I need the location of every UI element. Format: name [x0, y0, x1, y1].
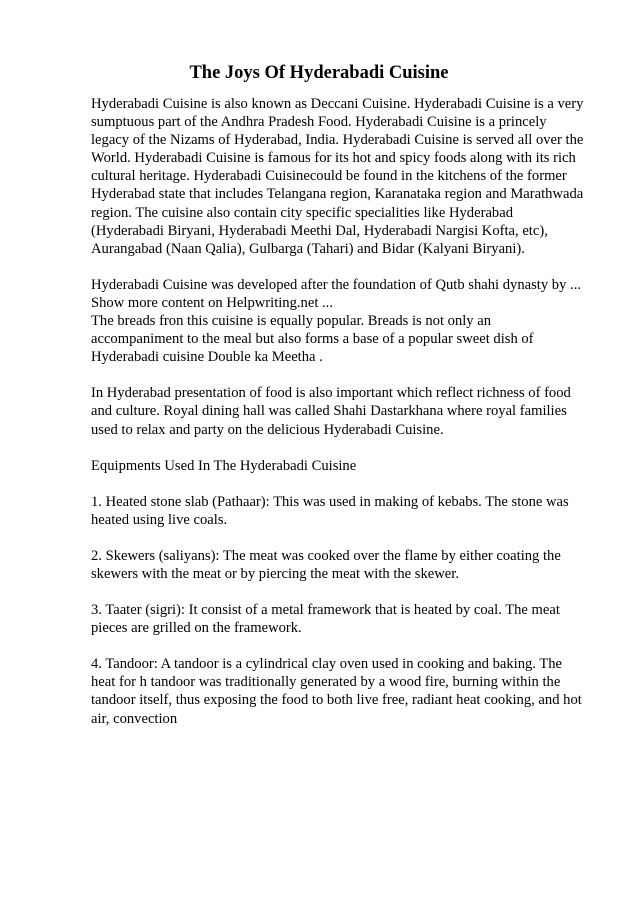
text-line: Equipments Used In The Hyderabadi Cuisine [91, 457, 357, 474]
text-line: Hyderabadi cuisine Double ka Meetha . [91, 349, 323, 366]
text-line: pieces are grilled on the framework. [91, 620, 302, 637]
text-line: Hyderabad state that includes Telangana region, Karanataka region and Marathwada [91, 186, 584, 203]
text-line: Hyderabadi Cuisine is also known as Deccani Cuisine. Hyderabadi Cuisine is a very [91, 96, 584, 112]
text-line: tandoor itself, thus exposing the food to both live free, radiant heat cooking, and hot [91, 692, 582, 709]
paragraph [91, 655, 591, 727]
paragraph [91, 457, 591, 475]
text-line: Aurangabad (Naan Qalia), Gulbarga (Tahari) and Bidar (Kalyani Biryani). [91, 240, 525, 257]
paragraph [91, 493, 591, 529]
text-line: legacy of the Nizams of Hyderabad, India. Hyderabadi Cuisine is served all over the [91, 132, 584, 149]
text-line: 4. Tandoor: A tandoor is a cylindrical clay oven used in cooking and baking. The [91, 656, 563, 673]
text-line: region. The cuisine also contain city specific specialities like Hyderabad [91, 204, 513, 221]
text-line: used to relax and party on the delicious Hyderabadi Cuisine. [91, 421, 444, 438]
text-line: The breads fron this cuisine is equally popular. Breads is not only an [91, 313, 492, 330]
document-body [91, 95, 591, 746]
paragraph [91, 95, 591, 258]
text-line: In Hyderabad presentation of food is also important which reflect richness of food [91, 385, 571, 402]
paragraph [91, 384, 591, 438]
paragraph [91, 601, 591, 637]
document-title: The Joys Of Hyderabadi Cuisine [189, 63, 449, 83]
text-line: cultural heritage. Hyderabadi Cuisinecould be found in the kitchens of the former [91, 168, 567, 185]
text-line: Show more content on Helpwriting.net ... [91, 294, 333, 311]
text-line: and culture. Royal dining hall was called Shahi Dastarkhana where royal families [91, 403, 567, 420]
text-line: 2. Skewers (saliyans): The meat was cooked over the flame by either coating the [91, 547, 561, 564]
text-line: (Hyderabadi Biryani, Hyderabadi Meethi Dal, Hyderabadi Nargisi Kofta, etc), [91, 222, 548, 239]
paragraph [91, 547, 591, 583]
text-line: 1. Heated stone slab (Pathaar): This was used in making of kebabs. The stone was [91, 493, 569, 510]
paragraph [91, 276, 591, 366]
text-line: heated using live coals. [91, 511, 228, 528]
text-line: skewers with the meat or by piercing the meat with the skewer. [91, 565, 459, 582]
text-line: heat for h tandoor was traditionally generated by a wood fire, burning within the [91, 674, 561, 691]
text-line: World. Hyderabadi Cuisine is famous for its hot and spicy foods along with its rich [91, 150, 576, 167]
text-line: 3. Taater (sigri): It consist of a metal framework that is heated by coal. The meat [91, 602, 560, 619]
text-line: sumptuous part of the Andhra Pradesh Food. Hyderabadi Cuisine is a princely [91, 114, 547, 131]
text-line: Hyderabadi Cuisine was developed after the foundation of Qutb shahi dynasty by ... [91, 276, 581, 293]
text-line: air, convection [91, 710, 178, 727]
text-line: accompaniment to the meal but also forms a base of a popular sweet dish of [91, 331, 534, 348]
